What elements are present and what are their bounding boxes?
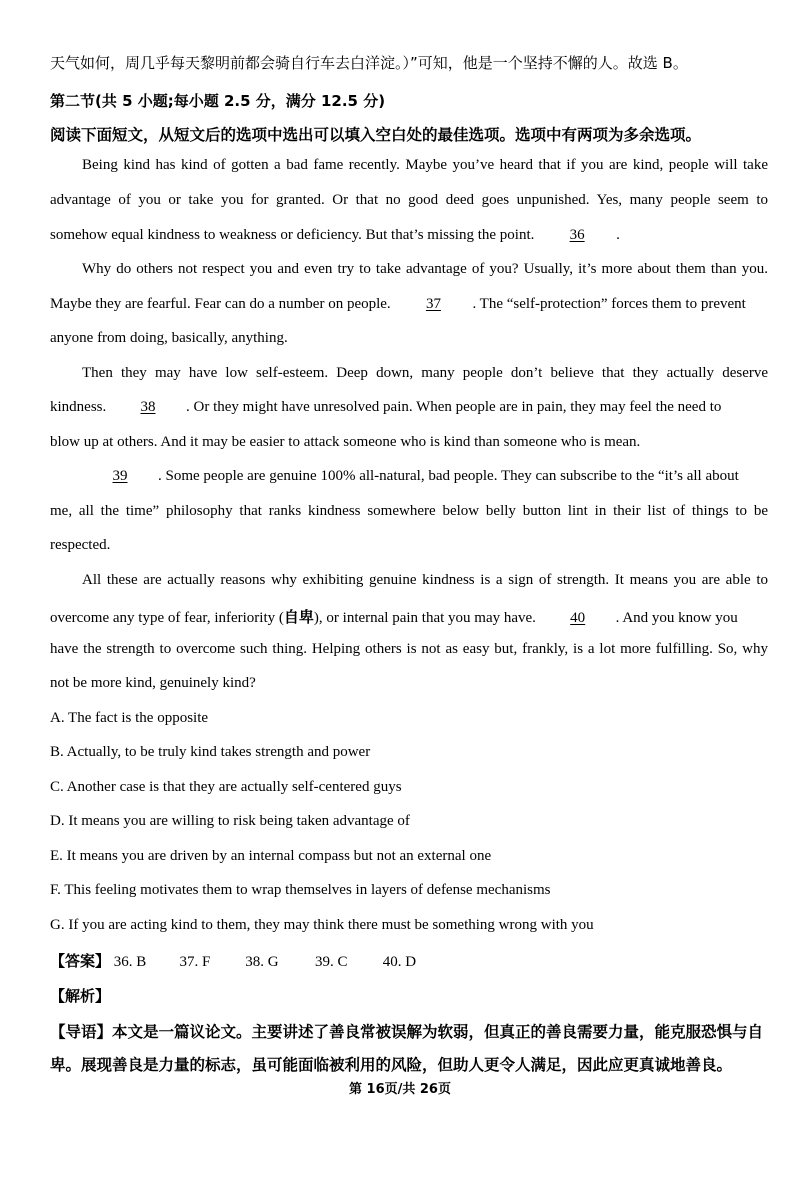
answer-item: 38. G [245,954,279,970]
guide-line: 【导语】本文是一篇议论文。主要讲述了善良常被误解为软弱，但真正的善良需要力量，能克服恐惧与自 [50,1023,764,1041]
passage-line: somehow equal kindness to weakness or deficiency. But that’s missing the point. 36 . [50,227,620,243]
passage-line: respected. [50,537,111,553]
answer-item: 40. D [382,954,417,970]
passage-line: not be more kind, genuinely kind? [50,675,256,691]
blank-36: 36 [569,227,585,243]
answer-item: 39. C [315,954,348,970]
previous-explanation-line: 天气如何，周几乎每天黎明前都会骑自行车去白洋淀。）”可知，他是一个坚持不懈的人。故选 B。 [50,54,688,72]
answer-item: 36. B [113,954,147,970]
passage-text: . Some people are genuine 100% all-natural, bad people. They can subscribe to the “it’s all about [158,468,739,484]
passage-text: Maybe they are fearful. Fear can do a number on people. [50,296,391,312]
passage-line: Being kind has kind of gotten a bad fame recently. Maybe you’ve heard that if you are kind, people will take [82,157,768,173]
option-a: A. The fact is the opposite [50,710,209,726]
page-number: 第 16页/共 26页 [349,1082,451,1097]
blank-38: 38 [140,399,156,415]
passage-line: advantage of you or take you for granted. Or that no good deed goes unpunished. Yes, many people seem to [50,192,768,208]
option-d: D. It means you are willing to risk being taken advantage of [50,813,410,829]
passage-line: blow up at others. And it may be easier to attack someone who is kind than someone who is mean. [50,434,641,450]
passage-line: anyone from doing, basically, anything. [50,330,288,346]
guide-line: 卑。展现善良是力量的标志，虽可能面临被利用的风险，但助人更令人满足，因此应更真诚地善良。 [50,1056,733,1074]
answer-item: 37. F [179,954,211,970]
passage-line [50,296,768,313]
passage-text: . The “self-protection” forces them to prevent [472,296,746,312]
option-f: F. This feeling motivates them to wrap themselves in layers of defense mechanisms [50,882,551,898]
passage-text: kindness. [50,399,107,415]
passage-line: Why do others not respect you and even try to take advantage of you? Usually, it’s more about them than you. [82,261,768,277]
passage-text: somehow equal kindness to weakness or deficiency. But that’s missing the point. [50,227,535,243]
passage-line [50,606,768,627]
passage-line: have the strength to overcome such thing. Helping others is not as easy but, frankly, is a lot more fulfilling. So, why [50,641,768,657]
blank-40: 40 [570,610,586,626]
option-e: E. It means you are driven by an internal compass but not an external one [50,848,492,864]
blank-39: 39 [112,468,128,484]
option-b: B. Actually, to be truly kind takes strength and power [50,744,371,760]
analysis-label: 【解析】 [50,987,111,1005]
instruction: 阅读下面短文，从短文后的选项中选出可以填入空白处的最佳选项。选项中有两项为多余选项。 [50,126,702,144]
section-title: 第二节(共 5 小题;每小题 2.5 分，满分 12.5 分) [50,92,386,110]
option-g: G. If you are acting kind to them, they may think there must be something wrong with you [50,917,594,933]
answer-label: 【答案】 [50,952,111,970]
answer-row [50,950,416,971]
passage-text: overcome any type of fear, inferiority ( [50,610,284,626]
option-c: C. Another case is that they are actually self-centered guys [50,779,402,795]
passage-line [82,468,768,485]
passage-line: Then they may have low self-esteem. Deep down, many people don’t believe that they actually deserve [82,365,768,381]
passage-text: . And you know you [615,610,738,626]
blank-37: 37 [425,296,441,312]
passage-line: me, all the time” philosophy that ranks kindness somewhere below belly button lint in their list of things to be [50,503,768,519]
chinese-gloss: 自卑 [283,608,314,626]
passage-text: ), or internal pain that you may have. [313,610,536,626]
passage-text: . Or they might have unresolved pain. When people are in pain, they may feel the need to [186,399,722,415]
passage-line [50,399,768,416]
passage-line: All these are actually reasons why exhibiting genuine kindness is a sign of strength. It means you are able to [82,572,768,588]
